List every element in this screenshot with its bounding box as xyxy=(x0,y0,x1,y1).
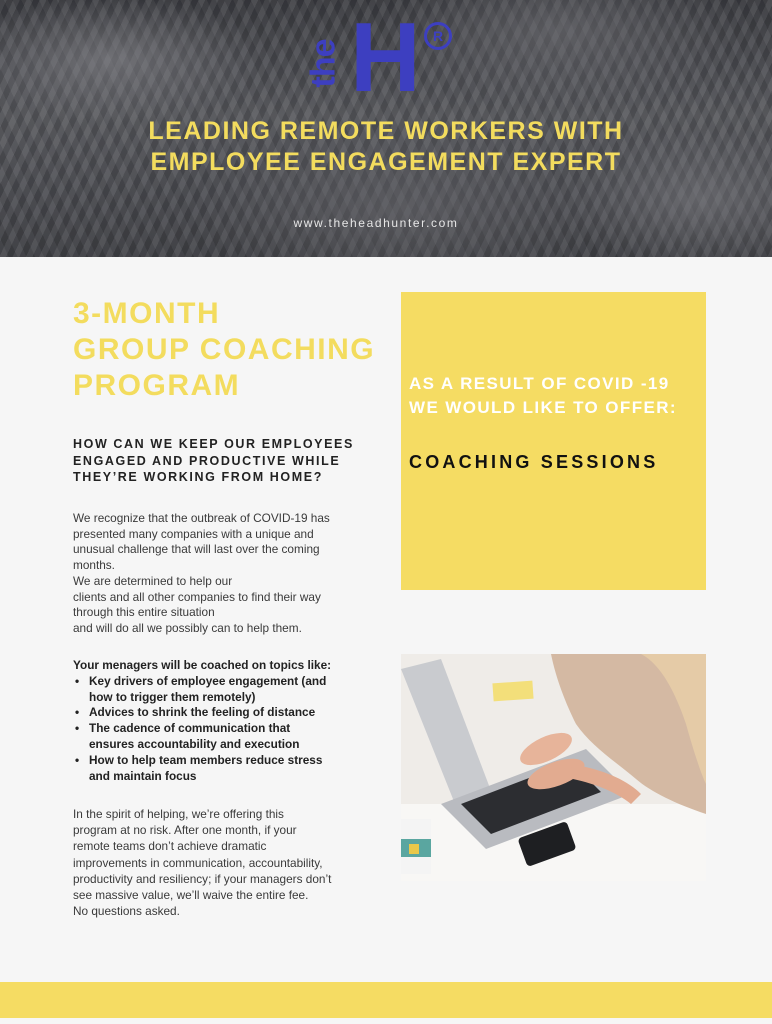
closing-line: program at no risk. After one month, if your xyxy=(73,823,297,838)
list-item xyxy=(73,705,383,721)
question-heading xyxy=(73,436,354,486)
offer-box xyxy=(401,292,706,590)
header-title xyxy=(0,116,772,178)
topics-heading: Your menagers will be coached on topics like: xyxy=(73,658,332,672)
coaching-topics xyxy=(73,658,383,784)
closing-line: remote teams don’t achieve dramatic xyxy=(73,839,267,854)
logo-big-letter: H xyxy=(350,2,421,112)
brand-logo xyxy=(304,2,456,112)
list-item-line: and maintain focus xyxy=(89,768,197,783)
intro-line: We are determined to help our xyxy=(73,573,233,588)
list-item-line: • Advices to shrink the feeling of distance xyxy=(89,705,316,720)
header-title-line: LEADING REMOTE WORKERS WITH xyxy=(148,117,624,145)
program-title-line: 3-MONTH xyxy=(73,297,221,330)
closing-paragraph xyxy=(73,806,383,919)
bottom-accent-band xyxy=(0,982,772,1018)
list-item-line: ensures accountability and execution xyxy=(89,736,300,751)
intro-line: through this entire situation xyxy=(73,605,215,620)
intro-paragraph xyxy=(73,511,383,637)
intro-line: presented many companies with a unique and xyxy=(73,526,314,541)
laptop-photo-illustration xyxy=(401,654,706,881)
program-title-line: PROGRAM xyxy=(73,369,241,402)
header-title-line: EMPLOYEE ENGAGEMENT EXPERT xyxy=(150,148,622,176)
topics-list xyxy=(73,674,383,785)
list-item-line: how to trigger them remotely) xyxy=(89,689,256,704)
closing-line: No questions asked. xyxy=(73,904,180,919)
intro-line: clients and all other companies to find their way xyxy=(73,589,321,604)
program-title-line: GROUP COACHING xyxy=(73,333,376,366)
program-title xyxy=(73,296,375,404)
intro-line: unusual challenge that will last over the coming xyxy=(73,542,320,557)
list-item-line: • Key drivers of employee engagement (and xyxy=(89,673,327,688)
offer-text xyxy=(409,372,677,420)
offer-line: WE WOULD LIKE TO OFFER: xyxy=(409,398,677,417)
list-item-line: • How to help team members reduce stress xyxy=(89,752,323,767)
website-link[interactable]: www.theheadhunter.com xyxy=(293,216,459,230)
coaching-sessions-label: COACHING SESSIONS xyxy=(409,452,659,472)
list-item xyxy=(73,674,383,706)
closing-line: In the spirit of helping, we’re offering this xyxy=(73,807,284,821)
intro-line: and will do all we possibly can to help them. xyxy=(73,620,302,635)
logo-small-text: the xyxy=(304,39,343,88)
intro-line: months. xyxy=(73,558,115,573)
registered-mark-icon: R xyxy=(424,22,452,50)
closing-line: improvements in communication, accountability, xyxy=(73,855,323,870)
list-item xyxy=(73,753,383,785)
offer-line: AS A RESULT OF COVID -19 xyxy=(409,374,670,393)
list-item-line: • The cadence of communication that xyxy=(89,721,291,736)
laptop-photo xyxy=(401,654,706,881)
header-banner xyxy=(0,0,772,257)
question-line: ENGAGED AND PRODUCTIVE WHILE xyxy=(73,453,341,468)
closing-line: see massive value, we’ll waive the entire fee. xyxy=(73,888,309,903)
question-line: HOW CAN WE KEEP OUR EMPLOYEES xyxy=(73,437,354,451)
closing-line: productivity and resiliency; if your managers don’t xyxy=(73,871,332,886)
question-line: THEY’RE WORKING FROM HOME? xyxy=(73,470,323,484)
intro-line: We recognize that the outbreak of COVID-19 has xyxy=(73,511,330,525)
list-item xyxy=(73,721,383,753)
